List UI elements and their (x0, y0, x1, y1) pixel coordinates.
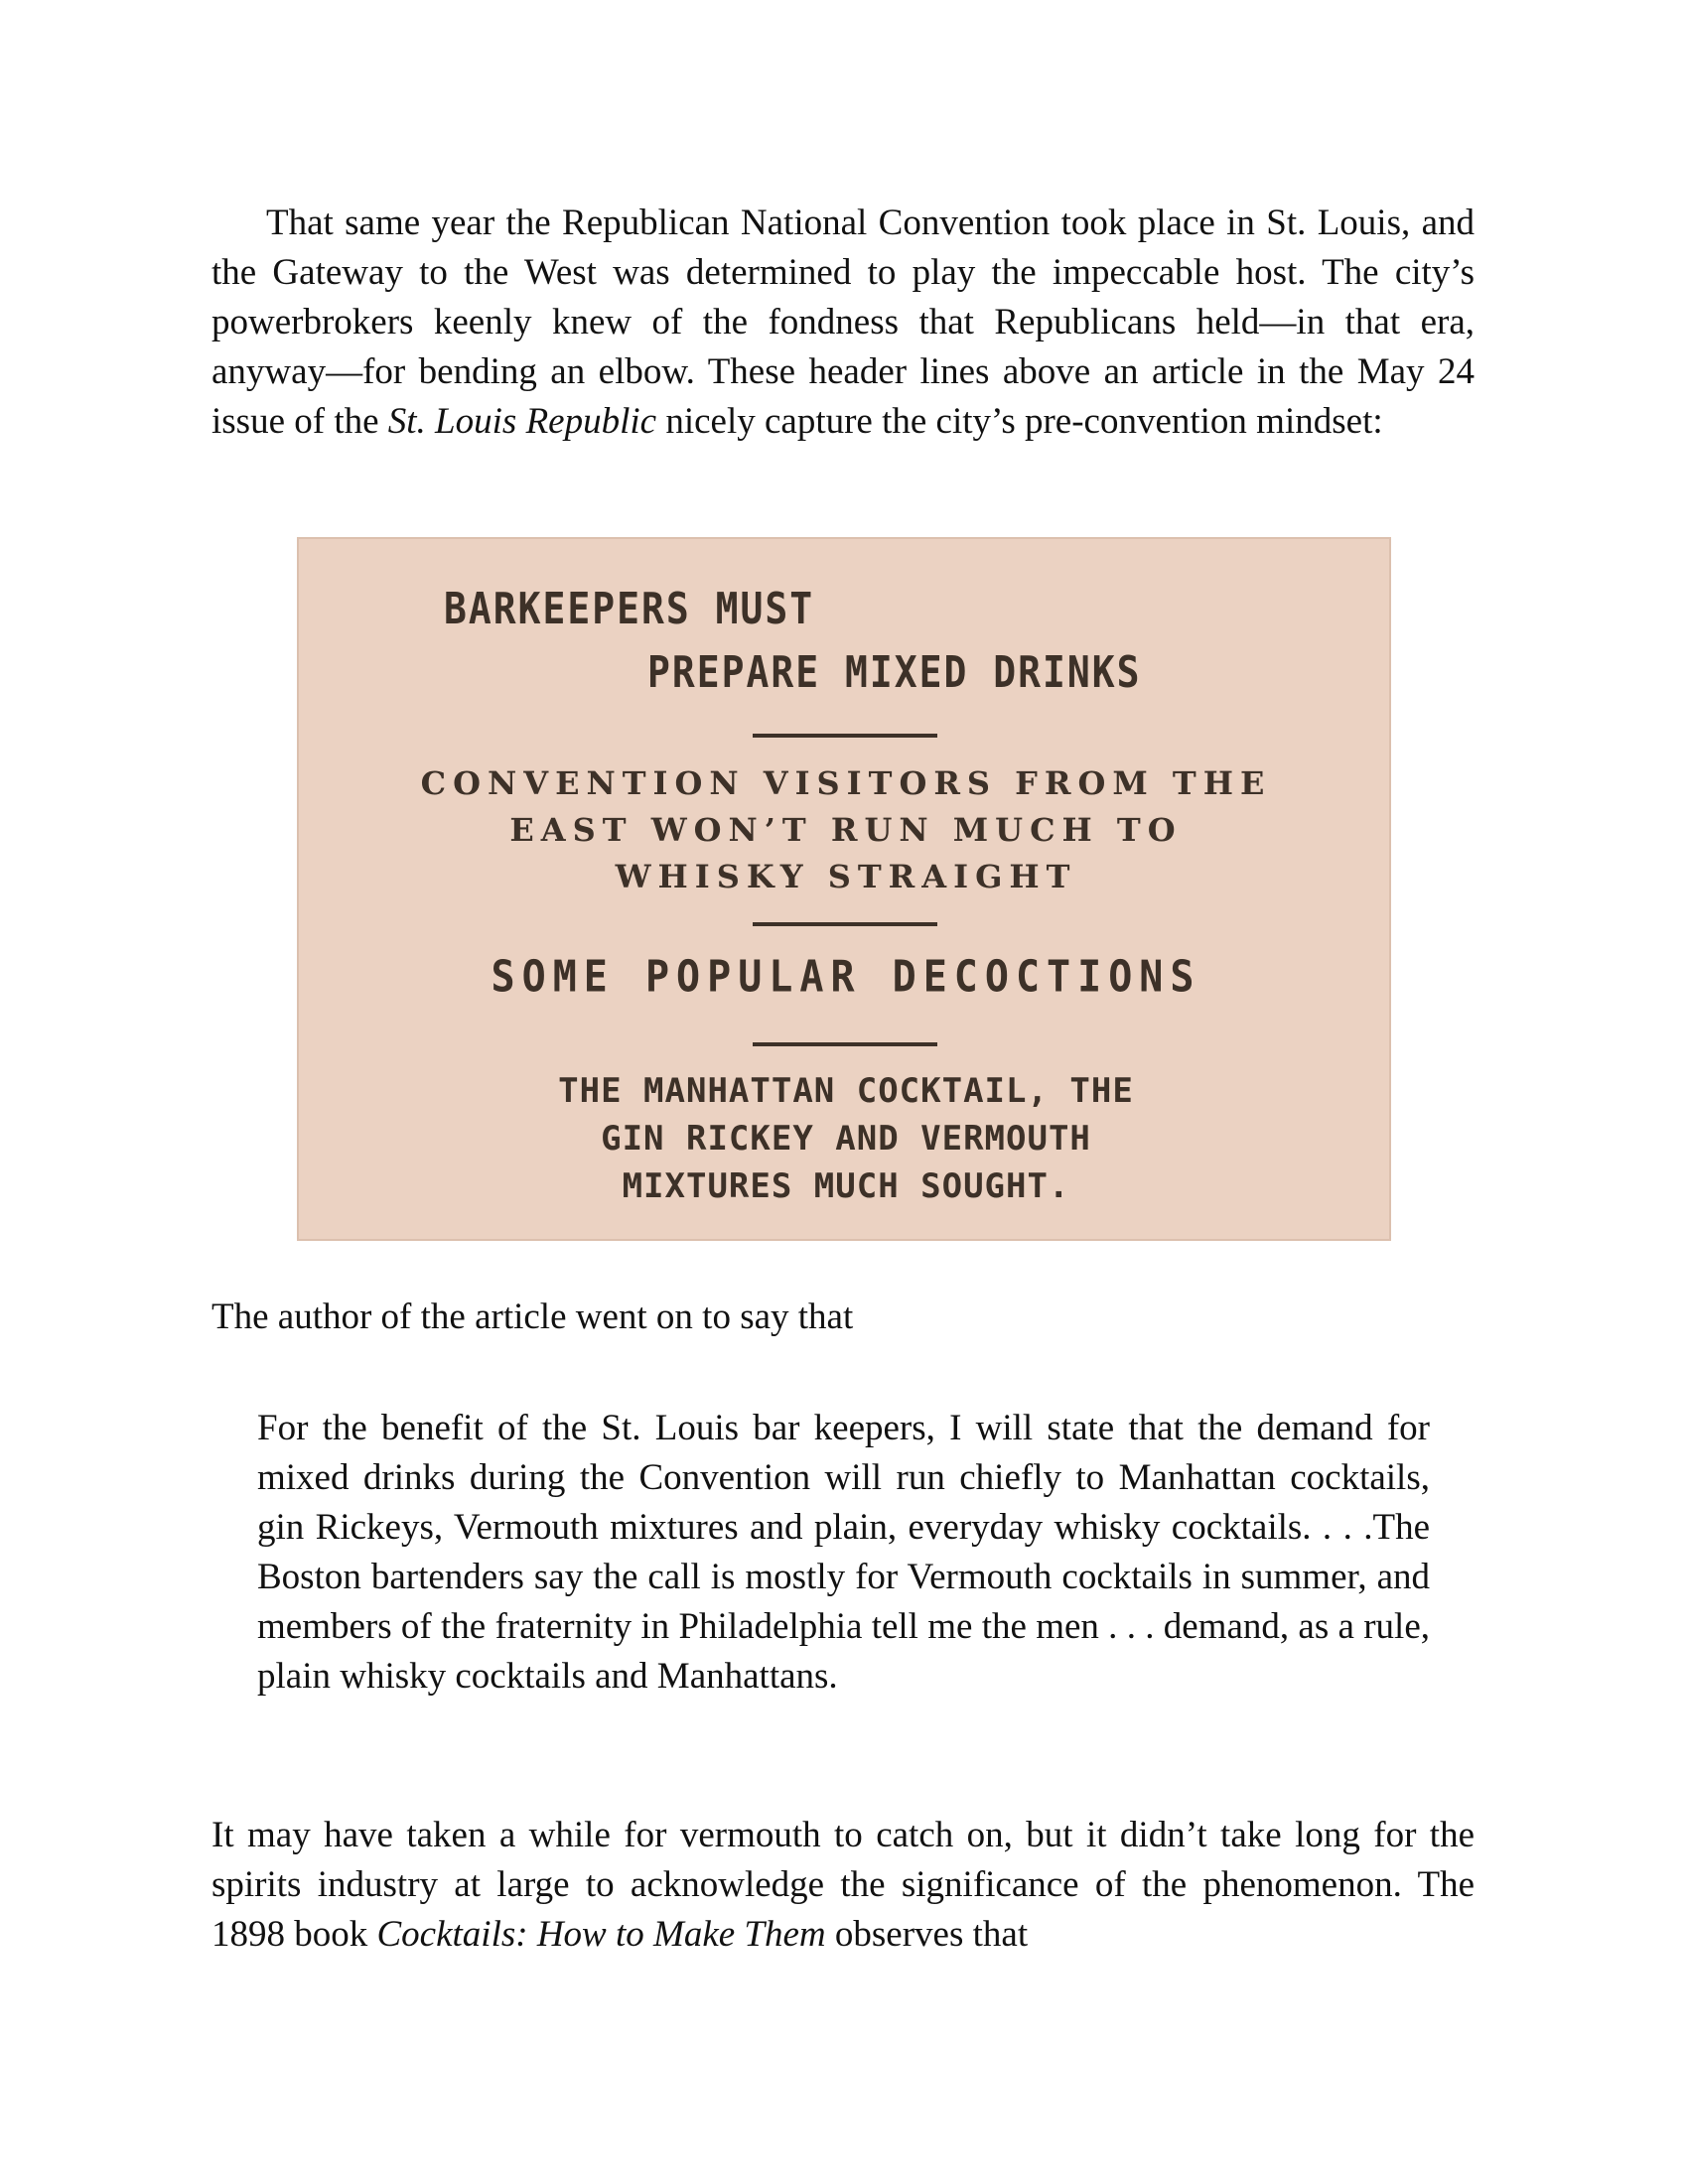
deck-3-line-2: GIN RICKEY AND VERMOUTH (601, 1119, 1091, 1159)
deck-1-line-2: EAST WON’T RUN MUCH TO (509, 811, 1183, 849)
deck-3-line-1: THE MANHATTAN COCKTAIL, THE (558, 1071, 1134, 1111)
deck-3-line-3: MIXTURES MUCH SOUGHT. (622, 1166, 1070, 1206)
deck-2: SOME POPULAR DECOCTIONS (491, 951, 1201, 1003)
book-title: Cocktails: How to Make Them (376, 1914, 826, 1955)
headline-line-1: BARKEEPERS MUST (444, 583, 815, 634)
paragraph-vermouth (211, 1811, 1475, 1960)
paragraph-convention-intro (211, 199, 1475, 447)
deck-1-line-1: CONVENTION VISITORS FROM THE (420, 764, 1272, 802)
paragraph-text: observes that (825, 1914, 1029, 1955)
deck-1-line-3: WHISKY STRAIGHT (615, 858, 1077, 895)
newspaper-title: St. Louis Republic (387, 401, 657, 442)
headline-rule (753, 922, 937, 926)
newspaper-headline-clipping (297, 537, 1391, 1241)
headline-rule (753, 1042, 937, 1046)
headline-rule (753, 734, 937, 738)
headline-line-2: PREPARE MIXED DRINKS (647, 646, 1142, 698)
paragraph-text: That same year the Republican National Convention took place in St. Louis, and the Gateway to the West was determined to play the impeccable host. The city’s powerbrokers keenly knew of the fondness that Republicans held—in that era, anyway—for bending an elbow. These header lines above an article in the May 24 issue of the (211, 203, 1475, 442)
block-quote: For the benefit of the St. Louis bar keepers, I will state that the demand for mixed drinks during the Convention will run chiefly to Manhattan cocktails, gin Rickeys, Vermouth mixtures and plain, everyday whisky cocktails. . . .The Boston bartenders say the call is mostly for Vermouth cocktails in summer, and members of the fraternity in Philadelphia tell me the men . . . demand, as a rule, plain whisky cocktails and Manhattans. (257, 1408, 1430, 1697)
paragraph-text: It may have taken a while for vermouth to catch on, but it didn’t take long for the spirits industry at large to acknowledge the significance of the phenomenon. The 1898 book (211, 1815, 1475, 1955)
paragraph-text: nicely capture the city’s pre-convention mindset: (656, 401, 1383, 442)
paragraph-author-intro: The author of the article went on to say that (211, 1297, 854, 1337)
